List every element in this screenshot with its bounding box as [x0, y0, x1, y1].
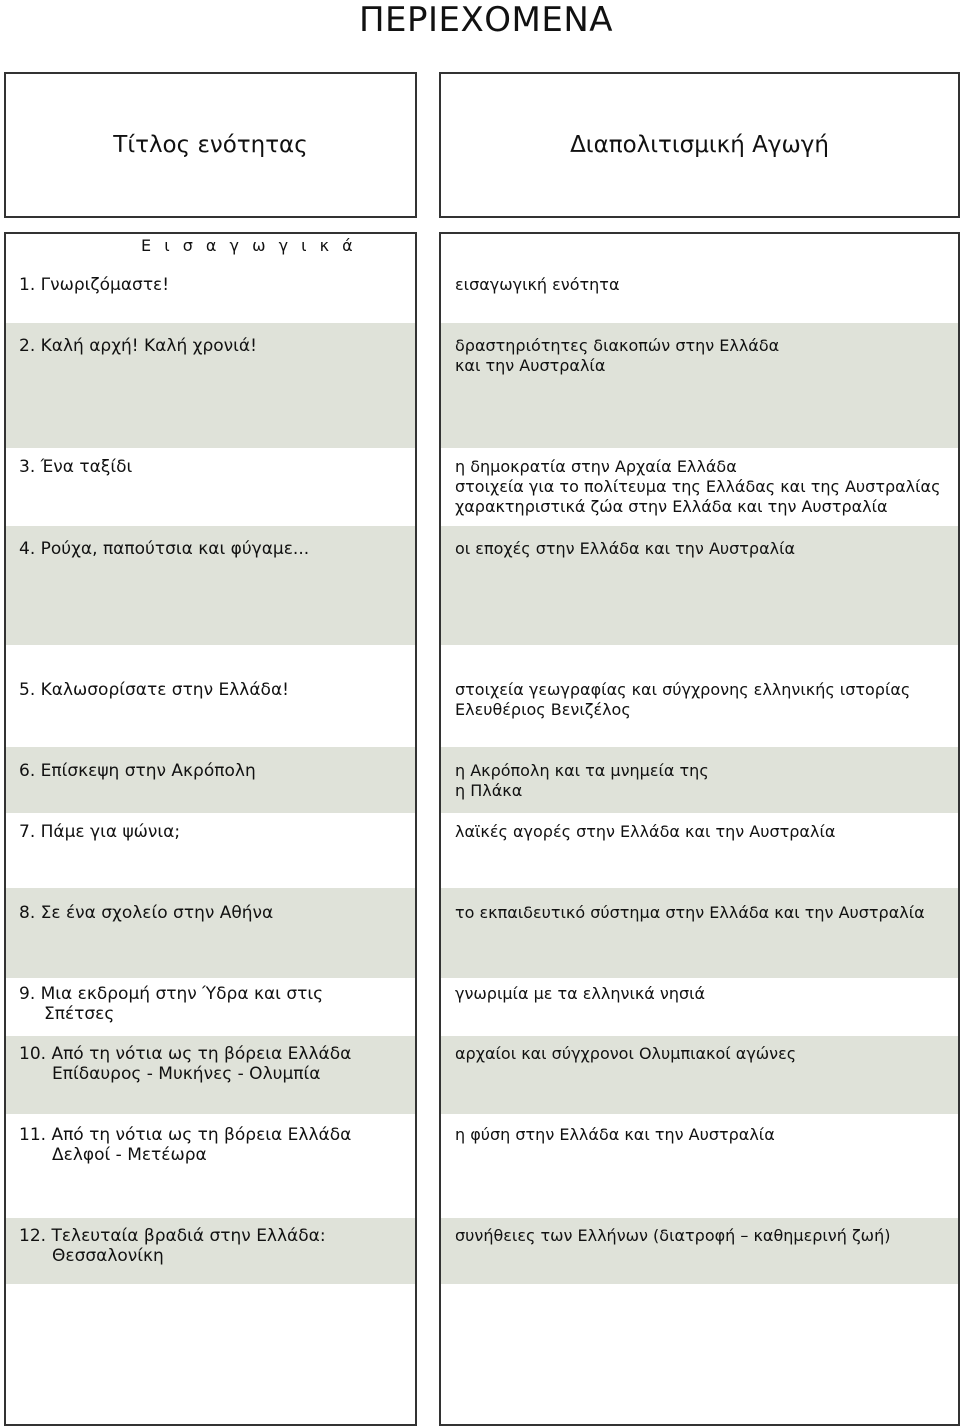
header-left-cell	[4, 72, 417, 218]
lesson-topic-12: συνήθειες των Ελλήνων (διατροφή – καθημερινή ζωή)	[455, 1226, 891, 1245]
lesson-topic-3: η δημοκρατία στην Αρχαία Ελλάδα στοιχεία για το πολίτευμα της Ελλάδας και της Αυστραλίας χαρακτηριστικά ζώα στην Ελλάδα και την Αυστραλία	[455, 457, 941, 516]
lesson-title-6: 6. Επίσκεψη στην Ακρόπολη	[19, 761, 256, 781]
lesson-title-11: 11. Από τη νότια ως τη βόρεια Ελλάδα Δελφοί - Μετέωρα	[19, 1125, 352, 1165]
lesson-topic-5: στοιχεία γεωγραφίας και σύγχρονης ελληνικής ιστορίας Ελευθέριος Βενιζέλος	[455, 680, 911, 719]
lesson-title-1: 1. Γνωριζόμαστε!	[19, 275, 170, 295]
header-right-cell	[439, 72, 960, 218]
lesson-topic-1: εισαγωγική ενότητα	[455, 275, 620, 294]
row-band	[441, 888, 958, 978]
lesson-title-10: 10. Από τη νότια ως τη βόρεια Ελλάδα Επίδαυρος - Μυκήνες - Ολυμπία	[19, 1044, 352, 1084]
page-title: ΠΕΡΙΕΧΟΜΕΝΑ	[358, 0, 614, 40]
lesson-topic-11: η φύση στην Ελλάδα και την Αυστραλία	[455, 1125, 775, 1144]
lesson-topic-9: γνωριμία με τα ελληνικά νησιά	[455, 984, 706, 1003]
header-right-label: Διαπολιτισμική Αγωγή	[570, 132, 829, 158]
intro-label: Ε ι σ α γ ω γ ι κ ά	[141, 236, 357, 255]
lesson-topic-10: αρχαίοι και σύγχρονοι Ολυμπιακοί αγώνες	[455, 1044, 797, 1063]
lesson-title-7: 7. Πάμε για ψώνια;	[19, 822, 181, 842]
lesson-topic-8: το εκπαιδευτικό σύστημα στην Ελλάδα και την Αυστραλία	[455, 903, 925, 922]
lesson-title-9: 9. Μια εκδρομή στην Ύδρα και στις Σπέτσες	[19, 984, 324, 1024]
lesson-title-4: 4. Ρούχα, παπούτσια και φύγαμε...	[19, 539, 310, 559]
header-left-label: Τίτλος ενότητας	[113, 132, 308, 158]
lesson-title-12: 12. Τελευταία βραδιά στην Ελλάδα: Θεσσαλονίκη	[19, 1226, 326, 1266]
lesson-topic-6: η Ακρόπολη και τα μνημεία της η Πλάκα	[455, 761, 709, 800]
lesson-title-5: 5. Καλωσορίσατε στην Ελλάδα!	[19, 680, 289, 700]
lesson-title-2: 2. Καλή αρχή! Καλή χρονιά!	[19, 336, 257, 356]
lesson-title-3: 3. Ένα ταξίδι	[19, 457, 133, 477]
lesson-topic-2: δραστηριότητες διακοπών στην Ελλάδα και την Αυστραλία	[455, 336, 780, 375]
row-band	[6, 888, 415, 978]
lesson-topic-7: λαϊκές αγορές στην Ελλάδα και την Αυστραλία	[455, 822, 836, 841]
lesson-title-8: 8. Σε ένα σχολείο στην Αθήνα	[19, 903, 274, 923]
lesson-topic-4: οι εποχές στην Ελλάδα και την Αυστραλία	[455, 539, 796, 558]
